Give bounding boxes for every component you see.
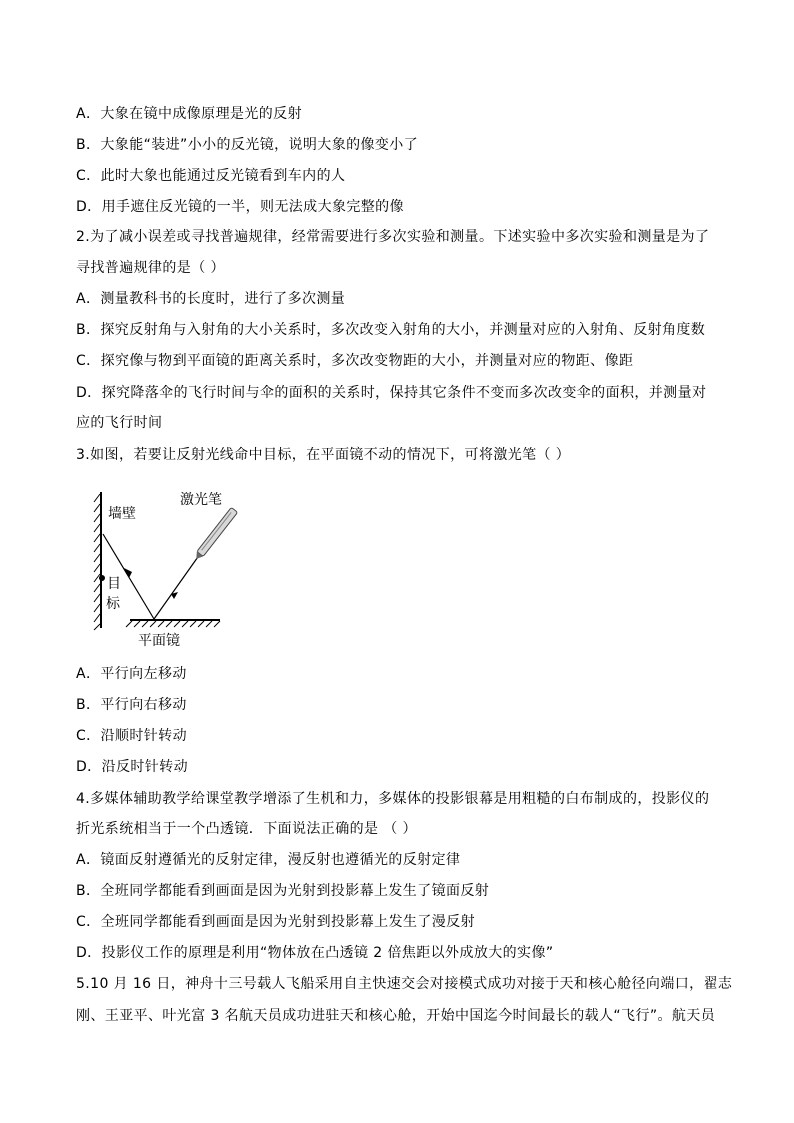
laser-pen-icon (193, 507, 237, 561)
target-dot (99, 575, 105, 581)
q1-option-a: A．大象在镜中成像原理是光的反射 (76, 106, 302, 122)
q4-option-a: A．镜面反射遵循光的反射定律，漫反射也遵循光的反射定律 (76, 852, 461, 868)
incident-ray (154, 554, 200, 619)
q4-option-c: C．全班同学都能看到画面是因为光射到投影幕上发生了漫反射 (76, 914, 475, 930)
q2-option-c: C．探究像与物到平面镜的距离关系时，多次改变物距的大小，并测量对应的物距、像距 (76, 353, 634, 369)
q2-stem-line2: 寻找普遍规律的是（ ） (76, 260, 225, 276)
wall-label: 墙壁 (108, 506, 136, 522)
q3-option-c: C．沿顺时针转动 (76, 728, 187, 744)
q2-stem-line1: 2.为了减小误差或寻找普遍规律，经常需要进行多次实验和测量。下述实验中多次实验和测量是为了 (76, 229, 710, 245)
q5-stem-line2: 刚、王亚平、叶光富 3 名航天员成功进驻天和核心舱，开始中国迄今时间最长的载人“飞行”。航天员 (76, 1008, 716, 1024)
q3-option-a: A．平行向左移动 (76, 666, 187, 682)
mirror-hatching (126, 621, 220, 627)
laser-pen-label: 激光笔 (180, 492, 222, 508)
q4-stem-line1: 4.多媒体辅助教学给课堂教学增添了生机和力，多媒体的投影银幕是用粗糙的白布制成的，投影仪的 (76, 791, 710, 807)
q1-option-c: C．此时大象也能通过反光镜看到车内的人 (76, 168, 346, 184)
q3-option-d: D．沿反时针转动 (76, 759, 188, 775)
mirror-label: 平面镜 (138, 633, 180, 649)
q5-stem-line1: 5.10 月 16 日，神舟十三号载人飞船采用自主快速交会对接模式成功对接于天和核心舱径向端口，翟志 (76, 976, 733, 992)
q4-stem-line2: 折光系统相当于一个凸透镜．下面说法正确的是 （ ） (76, 821, 417, 837)
target-label-1: 目 (107, 576, 121, 592)
q1-option-b: B．大象能“装进”小小的反光镜，说明大象的像变小了 (76, 137, 419, 153)
q2-option-d: D．探究降落伞的飞行时间与伞的面积的关系时，保持其它条件不变而多次改变伞的面积，并测量对 (76, 385, 707, 401)
target-label-2: 标 (106, 596, 120, 612)
q4-option-b: B．全班同学都能看到画面是因为光射到投影幕上发生了镜面反射 (76, 883, 490, 899)
q3-figure (88, 482, 238, 654)
q2-option-a: A．测量教科书的长度时，进行了多次测量 (76, 291, 346, 307)
wall-hatching (94, 494, 100, 630)
q1-option-d: D．用手遮住反光镜的一半，则无法成大象完整的像 (76, 199, 404, 215)
q3-option-b: B．平行向右移动 (76, 697, 187, 713)
q2-option-b: B．探究反射角与入射角的大小关系时，多次改变入射角的大小，并测量对应的入射角、反射角度数 (76, 322, 706, 338)
q3-stem: 3.如图，若要让反射光线命中目标，在平面镜不动的情况下，可将激光笔（ ） (76, 447, 571, 463)
q4-option-d: D．投影仪工作的原理是利用“物体放在凸透镜 2 倍焦距以外成放大的实像” (76, 945, 554, 961)
q2-option-d-continued: 应的飞行时间 (76, 415, 163, 431)
